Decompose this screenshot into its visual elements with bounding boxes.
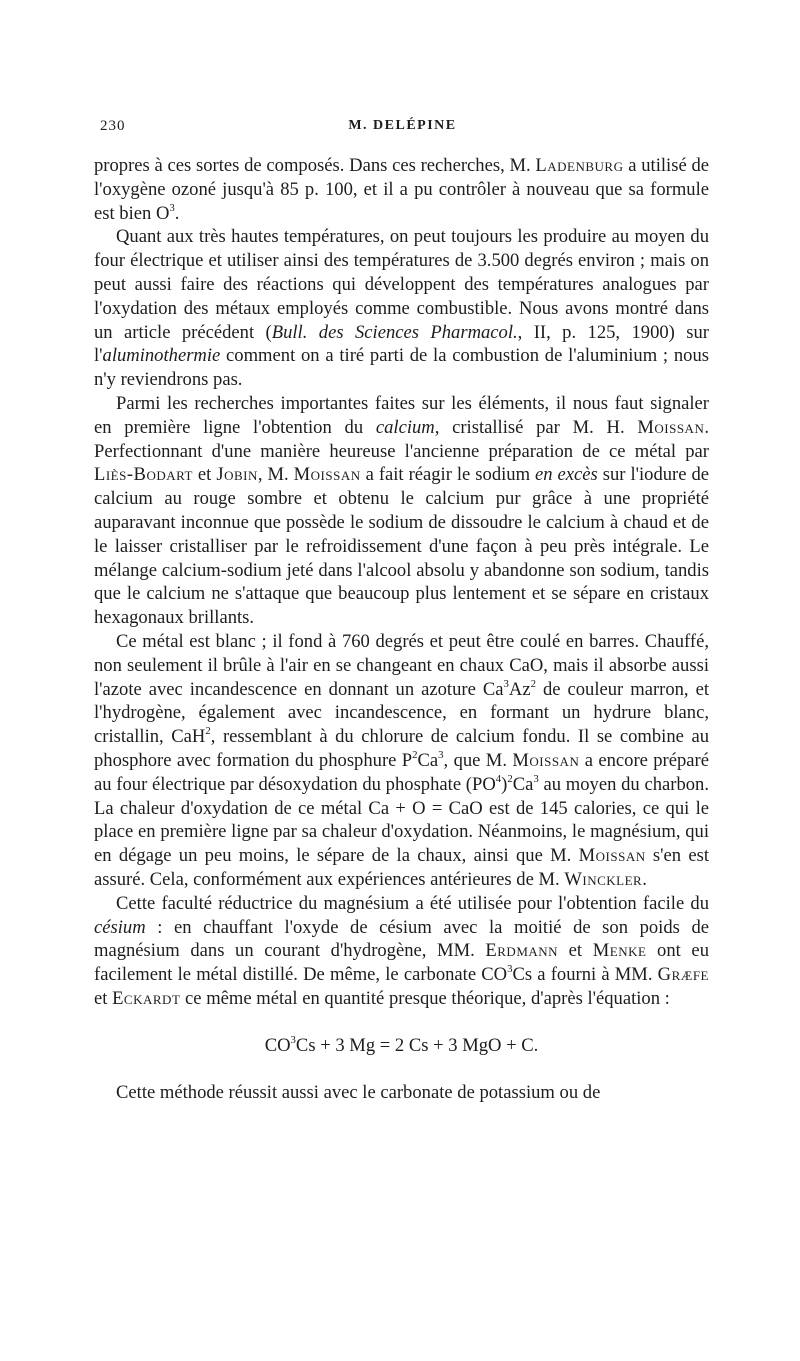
author-name: Jobin <box>216 464 258 486</box>
text-run: Cette faculté réductrice du magnésium a été utilisée pour l'obtention facile du <box>116 892 709 914</box>
page-number: 230 <box>100 118 126 134</box>
text-run: ce même métal en quantité presque théorique, d'après l'équation : <box>180 987 670 1009</box>
text-run: et <box>192 464 217 486</box>
italic-term: césium <box>94 916 146 938</box>
author-name: Eckardt <box>112 987 181 1009</box>
paragraph-6 <box>94 1081 709 1105</box>
page-header <box>100 118 705 142</box>
author-name: Winckler <box>564 868 643 890</box>
text-run: ont eu facilement le métal distillé. De même, le carbonate CO <box>94 940 709 986</box>
italic-term: calcium <box>375 416 435 438</box>
author-name: Erdmann <box>485 940 559 962</box>
text-run: s'en est assuré. Cela, conformément aux expériences antérieures de M. <box>94 845 709 890</box>
text-run: , que M. <box>443 749 513 771</box>
text-run: Cette méthode réussit aussi avec le carbonate de potassium ou de <box>116 1082 601 1104</box>
text-run: a utilisé de l'oxygène ozoné jusqu'à 85 p. 100, et il a pu contrôler à nouveau que sa formule est bien O <box>94 155 709 224</box>
text-run: . <box>642 868 647 890</box>
superscript: 3 <box>507 963 513 976</box>
superscript: 2 <box>507 772 513 785</box>
superscript: 3 <box>290 1033 296 1046</box>
text-run: Cs a fourni à MM. <box>512 964 658 986</box>
superscript: 3 <box>169 201 175 214</box>
text-run: , cristallisé par M. H. <box>434 416 638 438</box>
paragraph-4 <box>94 630 709 892</box>
text-run: sur l'iodure de calcium au rouge sombre et obtenu le calcium pur grâce à une propriété auparavant inconnue que possède le sodium de dissoudre le calcium à chaud et de le laisser cristalliser par le refroidissement d'une façon à peu près intégrale. Le mélange calcium-sodium jeté dans l'alcool absolu y abandonne son sodium, tandis que le calcium ne s'attaque que beaucoup plus lentement et se sépare en cristaux hexagonaux brillants. <box>94 464 710 629</box>
text-run: Parmi les recherches importantes faites sur les éléments, il nous faut signaler en première ligne l'obtention du <box>94 392 709 438</box>
reference-title: Bull. des Sciences Pharmacol. <box>271 321 518 343</box>
text-run: propres à ces sortes de composés. Dans ces recherches, M. <box>94 155 536 176</box>
text-run: . Perfectionnant d'une manière heureuse l'ancienne préparation de ce métal par <box>94 416 709 462</box>
text-run: , II, p. 125, 1900) sur l' <box>94 321 709 367</box>
author-name: Moissan <box>578 845 646 867</box>
text-run: et <box>558 940 593 962</box>
text-run: de couleur marron, et l'hydrogène, également avec incandescence, en formant un hydrure blanc, cristallin, CaH <box>94 678 709 748</box>
author-name: Moissan <box>293 464 361 486</box>
paragraph-1 <box>94 154 709 225</box>
text-run: Ce métal est blanc ; il fond à 760 degrés et peut être coulé en barres. Chauffé, non seulement il brûle à l'air en se changeant en chaux CaO, mais il absorbe aussi l'azote avec incandescence en donnant un azoture Ca <box>94 630 709 700</box>
text-run: comment on a tiré parti de la combustion de l'aluminium ; nous n'y reviendrons pas. <box>94 345 709 391</box>
author-name: Moissan <box>512 749 580 771</box>
italic-term: en excès <box>535 464 598 486</box>
author-name: Græfe <box>657 964 709 986</box>
text-run: , M. <box>257 464 294 486</box>
paragraph-3 <box>94 392 709 630</box>
author-name: Menke <box>592 940 647 962</box>
text-run: a encore préparé au four électrique par désoxydation du phosphate (PO <box>94 749 709 795</box>
author-name: Liès-Bodart <box>94 464 193 486</box>
superscript: 2 <box>205 725 211 738</box>
chemical-equation <box>94 1034 709 1058</box>
superscript: 2 <box>412 748 418 761</box>
text-run: , ressemblant à du chlorure de calcium fondu. Il se combine au phosphore avec formation du phosphure P <box>94 726 709 771</box>
text-run: . <box>174 202 180 224</box>
text-run: Az <box>508 678 531 700</box>
text-run: Cs + 3 Mg = 2 Cs + 3 MgO + C. <box>295 1034 539 1056</box>
paragraph-2 <box>94 225 709 392</box>
italic-term: aluminothermie <box>102 345 221 367</box>
text-run: Quant aux très hautes températures, on peut toujours les produire au moyen du four électrique et utiliser ainsi des températures de 3.500 degrés environ ; mais on peut aussi faire des réactions qui développent des températures analogues par l'oxydation des métaux employés comme combustible. Nous avons montré dans un article précédent ( <box>94 226 709 343</box>
text-run: Ca <box>417 749 439 771</box>
superscript: 4 <box>495 772 502 785</box>
superscript: 3 <box>533 772 539 785</box>
text-run: ) <box>501 773 508 795</box>
superscript: 3 <box>503 677 509 690</box>
paragraph-5 <box>94 892 709 1011</box>
text-run: : en chauffant l'oxyde de césium avec la moitié de son poids de magnésium dans un courant d'hydrogène, MM. <box>94 916 709 962</box>
text-run: et <box>94 987 113 1009</box>
author-name: Moissan <box>637 416 705 438</box>
author-name: Ladenburg <box>535 155 624 176</box>
text-run: Ca <box>512 773 534 795</box>
text-run: au moyen du charbon. La chaleur d'oxydation de ce métal Ca + O = CaO est de 145 calories, ce qui le place en première ligne par sa chaleur d'oxydation. Néanmoins, le magnésium, qui en dégage un peu moins, le sépare de la chaux, ainsi que M. <box>94 773 709 867</box>
running-head: M. DELÉPINE <box>348 118 457 133</box>
text-run: a fait réagir le sodium <box>360 464 536 486</box>
superscript: 2 <box>530 677 536 690</box>
text-run: CO <box>264 1034 291 1056</box>
superscript: 3 <box>438 748 444 761</box>
body-text <box>94 154 709 1105</box>
